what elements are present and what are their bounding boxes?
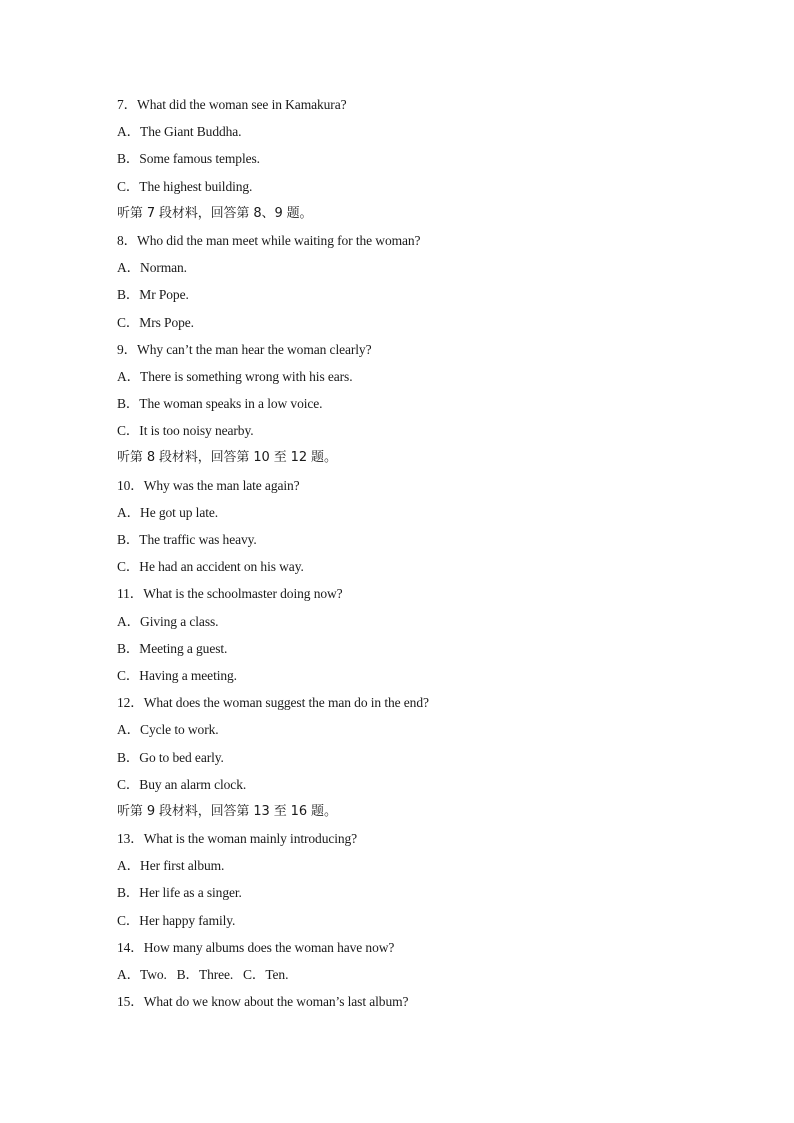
option-13b: B．Her life as a singer. [117,885,242,901]
section-instruction-7: 听第 7 段材料，回答第 8、9 题。 [117,205,313,221]
section-instruction-9: 听第 9 段材料，回答第 13 至 16 题。 [117,803,337,819]
option-12a: A．Cycle to work. [117,722,219,738]
question-11: 11．What is the schoolmaster doing now? [117,586,343,602]
question-13: 13．What is the woman mainly introducing? [117,831,358,847]
option-7c: C．The highest building. [117,178,253,194]
option-8a: A．Norman. [117,260,187,276]
option-10c: C．He had an accident on his way. [117,559,304,575]
question-7: 7．What did the woman see in Kamakura? [117,97,347,112]
question-10: 10．Why was the man late again? [117,477,300,493]
option-8b: B．Mr Pope. [117,287,189,303]
option-10b: B．The traffic was heavy. [117,532,257,547]
option-13c: C．Her happy family. [117,912,236,928]
option-10a: A．He got up late. [117,504,219,520]
option-9c: C．It is too noisy nearby. [117,423,254,439]
option-11b: B．Meeting a guest. [117,640,228,656]
question-9: 9．Why can’t the man hear the woman clearly? [117,341,372,357]
question-15: 15．What do we know about the woman’s last album? [117,994,409,1010]
option-7a: A．The Giant Buddha. [117,124,242,140]
option-7b: B．Some famous temples. [117,151,260,167]
options-14: A．Two. B．Three. C．Ten. [117,967,289,982]
option-8c: C．Mrs Pope. [117,314,194,330]
question-14: 14．How many albums does the woman have now? [117,939,395,955]
option-13a: A．Her first album. [117,858,225,874]
option-12b: B．Go to bed early. [117,749,224,765]
option-9a: A．There is something wrong with his ears. [117,368,353,384]
option-11c: C．Having a meeting. [117,667,237,683]
exam-content [117,95,717,1019]
question-8: 8．Who did the man meet while waiting for the woman? [117,232,421,248]
option-9b: B．The woman speaks in a low voice. [117,396,323,412]
section-instruction-8: 听第 8 段材料，回答第 10 至 12 题。 [117,450,337,466]
question-12: 12．What does the woman suggest the man do in the end? [117,695,429,711]
option-11a: A．Giving a class. [117,613,219,629]
option-12c: C．Buy an alarm clock. [117,776,247,792]
